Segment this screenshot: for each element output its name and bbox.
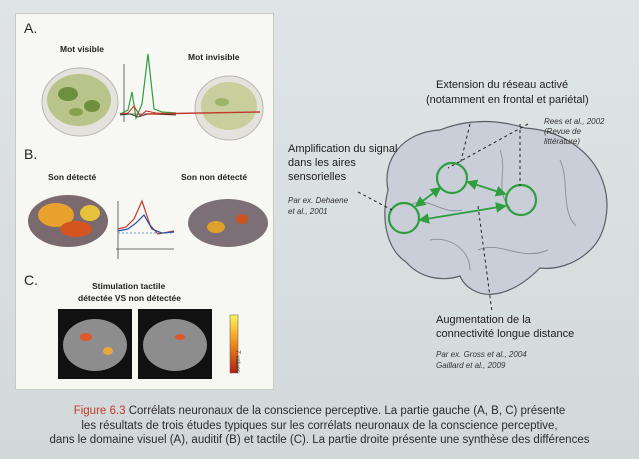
network-label-line2: (notamment en frontal et pariétal) xyxy=(426,94,589,106)
connectivity-label-line1: Augmentation de la xyxy=(436,314,531,326)
amplification-label-line2: dans les aires xyxy=(288,157,356,169)
panel-b-right-title: Son non détecté xyxy=(181,172,248,182)
panel-a-right-title: Mot invisible xyxy=(188,52,240,62)
rees-reference-line2: (Revue de xyxy=(544,127,581,136)
panel-c-letter: C. xyxy=(24,272,38,288)
network-label-line1: Extension du réseau activé xyxy=(436,79,569,91)
caption-line-2: les résultats de trois études typiques sur les corrélats neuronaux de la conscience perceptive, xyxy=(81,419,558,432)
panel-a-letter: A. xyxy=(24,20,38,36)
figure-label: Figure 6.3 xyxy=(73,405,126,417)
dehaene-reference-line2: et al., 2001 xyxy=(288,207,328,216)
panel-b-letter: B. xyxy=(24,146,38,162)
caption-line-3: dans le domaine visuel (A), auditif (B) et tactile (C). La partie droite présente une synthèse des différences xyxy=(49,434,590,446)
caption-line-1-text: Corrélats neuronaux de la conscience perceptive. La partie gauche (A, B, C) présente xyxy=(128,405,566,417)
panel-c-title-line2: détectée VS non détectée xyxy=(78,293,181,303)
panel-b-left-title: Son détecté xyxy=(48,172,97,182)
rees-reference-line1: Rees et al., 2002 xyxy=(544,117,605,126)
panel-a-left-title: Mot visible xyxy=(60,44,104,54)
panel-c-title-line1: Stimulation tactile xyxy=(92,281,166,291)
amplification-label-line1: Amplification du signal xyxy=(288,143,398,155)
gaillard-reference: Gaillard et al., 2009 xyxy=(436,361,506,370)
amplification-label-line3: sensorielles xyxy=(288,171,347,183)
gross-reference: Par ex. Gross et al., 2004 xyxy=(436,350,527,359)
t-value-label: T values xyxy=(234,350,240,373)
caption-line-1 xyxy=(0,404,639,419)
figure-caption xyxy=(0,404,639,448)
rees-reference-line3: littérature) xyxy=(544,137,581,146)
dehaene-reference-line1: Par ex. Dehaene xyxy=(288,196,349,205)
connectivity-label-line2: connectivité longue distance xyxy=(436,328,575,340)
